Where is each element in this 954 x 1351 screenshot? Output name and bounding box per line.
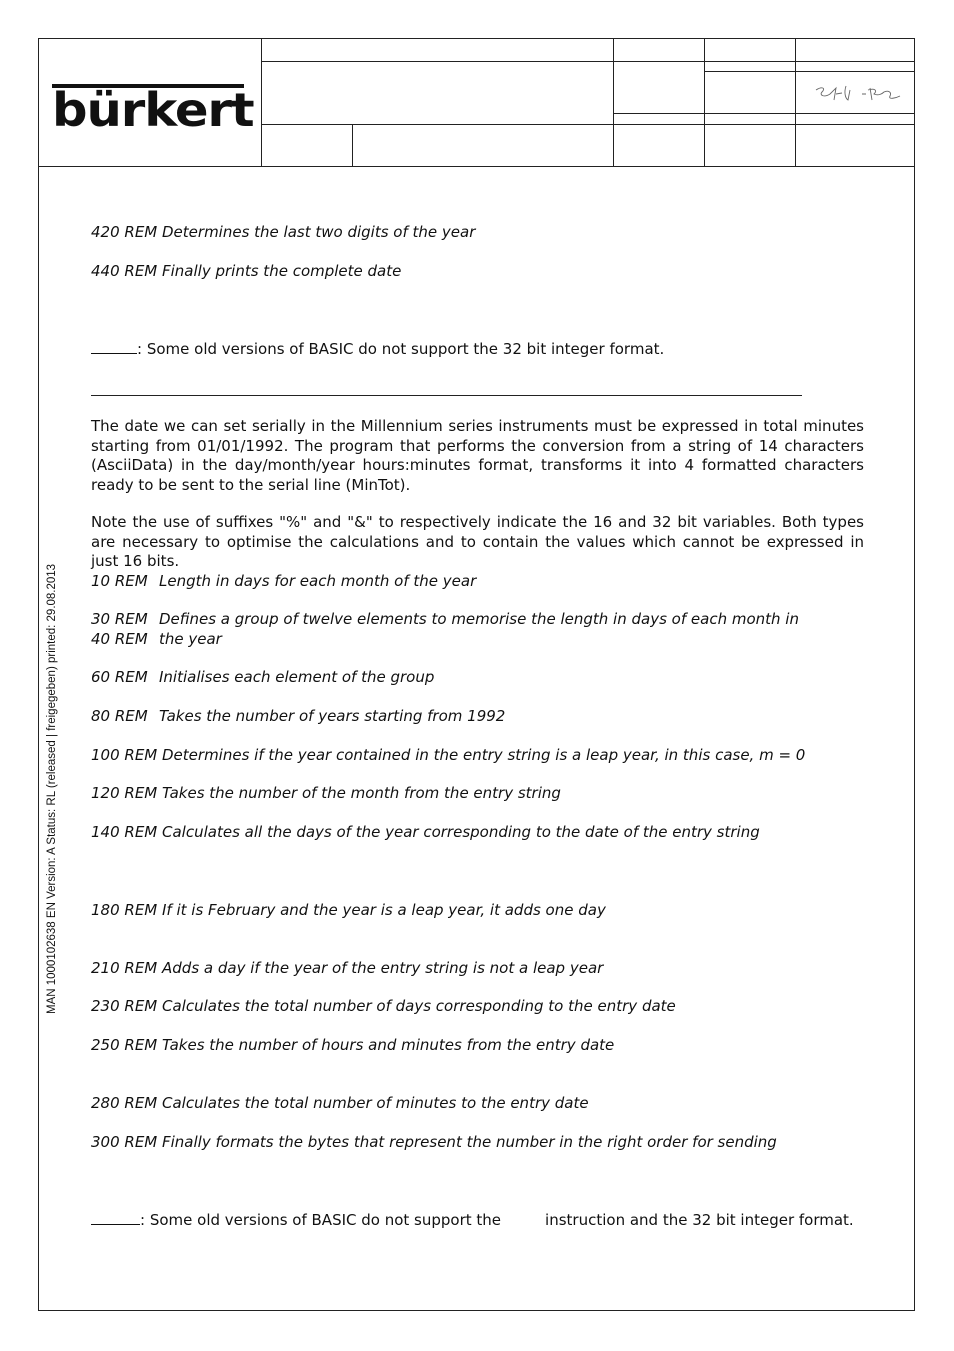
rem-text: Takes the number of years starting from 1992 bbox=[159, 707, 506, 725]
note-1-colon: : bbox=[137, 340, 143, 358]
signature-icon bbox=[812, 80, 904, 108]
rem-number: 30 REM bbox=[91, 610, 148, 628]
logo-text: bürkert bbox=[52, 83, 254, 137]
note-1 bbox=[91, 339, 664, 358]
note-2-colon: : bbox=[140, 1211, 146, 1229]
rem-text: Length in days for each month of the year bbox=[159, 572, 477, 590]
rem-line-230: 230 REM Calculates the total number of days corresponding to the entry date bbox=[91, 997, 676, 1015]
side-document-info: MAN 1000102638 EN Version: A Status: RL (released | freigegeben) printed: 29.08.2013 bbox=[46, 563, 58, 1014]
rem-line-420: 420 REM Determines the last two digits of the year bbox=[91, 223, 476, 241]
rem-line-120: 120 REM Takes the number of the month from the entry string bbox=[91, 784, 561, 802]
paragraph-suffixes: Note the use of suffixes "%" and "&" to respectively indicate the 16 and 32 bit variables. Both types are necessary to optimise the calculations and to contain the values which cannot be expressed in just 16 bits. bbox=[91, 513, 864, 570]
header-rule-1 bbox=[261, 61, 915, 62]
rem-line-300: 300 REM Finally formats the bytes that represent the number in the right order for sending bbox=[91, 1133, 777, 1151]
rem-line-80 bbox=[91, 707, 505, 725]
rem-text: Defines a group of twelve elements to memorise the length in days of each month in bbox=[159, 610, 799, 628]
header-divider-a bbox=[613, 38, 614, 166]
rem-number: 10 REM bbox=[91, 572, 148, 590]
rem-number: 40 REM bbox=[91, 630, 148, 648]
rem-line-210: 210 REM Adds a day if the year of the entry string is not a leap year bbox=[91, 959, 604, 977]
note-2 bbox=[91, 1210, 854, 1229]
header-divider-c bbox=[795, 38, 796, 166]
paragraph-date-conversion: The date we can set serially in the Millennium series instruments must be expressed in total minutes starting from 01/01/1992. The program that performs the conversion from a string of 14 characters (AsciiData) in the day/month/year hours:minutes format, transforms it into 4 formatted characters ready to be sent to the serial line (MinTot). bbox=[91, 417, 864, 494]
rem-line-30 bbox=[91, 610, 799, 628]
note-label-blank bbox=[91, 1210, 140, 1225]
header-rule-3 bbox=[704, 71, 915, 72]
burkert-logo bbox=[52, 82, 254, 138]
rem-line-250: 250 REM Takes the number of hours and minutes from the entry date bbox=[91, 1036, 615, 1054]
note-1-text: Some old versions of BASIC do not support the 32 bit integer format. bbox=[142, 340, 665, 358]
rem-line-100: 100 REM Determines if the year contained in the entry string is a leap year, in this case, m = 0 bbox=[91, 746, 806, 764]
rem-number: 80 REM bbox=[91, 707, 148, 725]
header-divider-d bbox=[352, 124, 353, 166]
header-rule-4 bbox=[613, 113, 915, 114]
rem-line-440: 440 REM Finally prints the complete date bbox=[91, 262, 402, 280]
note-label-blank bbox=[91, 339, 137, 354]
rem-text: Initialises each element of the group bbox=[159, 668, 435, 686]
header-divider-logo bbox=[261, 38, 262, 166]
note-2-text-a: Some old versions of BASIC do not support the bbox=[145, 1211, 502, 1229]
section-separator bbox=[91, 395, 802, 396]
rem-number: 60 REM bbox=[91, 668, 148, 686]
rem-line-60 bbox=[91, 668, 434, 686]
rem-line-40 bbox=[91, 630, 222, 648]
rem-line-280: 280 REM Calculates the total number of minutes to the entry date bbox=[91, 1094, 589, 1112]
rem-line-180: 180 REM If it is February and the year is a leap year, it adds one day bbox=[91, 901, 606, 919]
header-bottom-rule bbox=[38, 166, 915, 167]
rem-line-10 bbox=[91, 572, 476, 590]
rem-line-140: 140 REM Calculates all the days of the year corresponding to the date of the entry string bbox=[91, 823, 760, 841]
header-rule-2 bbox=[261, 124, 915, 125]
header-divider-b bbox=[704, 38, 705, 166]
note-2-text-b: instruction and the 32 bit integer format. bbox=[545, 1211, 854, 1229]
rem-text: the year bbox=[159, 630, 222, 648]
